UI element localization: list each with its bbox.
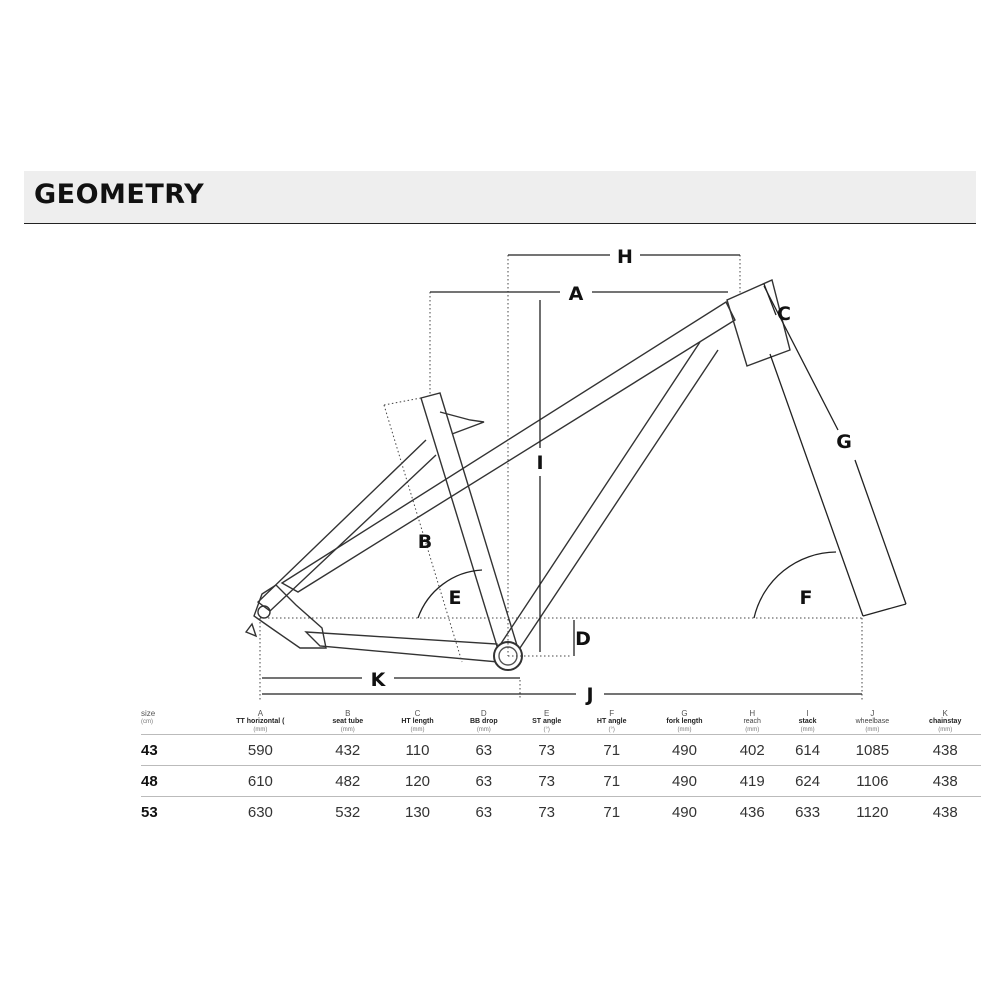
col-header-f: F HT angle (°) <box>596 709 627 733</box>
value-cell: 63 <box>453 797 514 828</box>
size-cell: 43 <box>141 735 207 766</box>
col-header-k: K chainstay (mm) <box>929 709 962 733</box>
down-tube <box>500 342 718 654</box>
seat-stay <box>258 440 436 611</box>
value-cell: 1120 <box>835 797 909 828</box>
value-cell: 633 <box>780 797 835 828</box>
col-header-i: I stack (mm) <box>798 709 817 733</box>
value-cell: 630 <box>207 797 314 828</box>
value-cell: 610 <box>207 766 314 797</box>
value-cell: 590 <box>207 735 314 766</box>
bike-frame <box>246 280 790 662</box>
label-h: H <box>617 246 633 268</box>
label-d: D <box>575 628 591 650</box>
col-header-a: A TT horizontal ( (mm) <box>236 709 285 733</box>
size-header: size (cm) <box>141 709 156 725</box>
label-j: J <box>586 684 594 706</box>
dropout-bolt <box>258 606 270 618</box>
reference-lines <box>260 255 862 700</box>
value-cell: 73 <box>514 797 579 828</box>
col-header-h: H reach (mm) <box>743 709 761 733</box>
col-header-g: G fork length (mm) <box>666 709 703 733</box>
table-row <box>141 797 981 828</box>
value-cell: 1106 <box>835 766 909 797</box>
value-cell: 482 <box>314 766 382 797</box>
value-cell: 1085 <box>835 735 909 766</box>
label-a: A <box>568 283 584 305</box>
value-cell: 73 <box>514 766 579 797</box>
label-e: E <box>448 587 462 609</box>
col-header-d: D BB drop (mm) <box>470 709 498 733</box>
value-cell: 71 <box>579 797 644 828</box>
col-header-e: E ST angle (°) <box>532 709 562 733</box>
value-cell: 71 <box>579 735 644 766</box>
value-cell: 402 <box>725 735 780 766</box>
value-cell: 63 <box>453 735 514 766</box>
table-row <box>141 735 981 766</box>
value-cell: 438 <box>909 735 981 766</box>
label-f: F <box>799 587 813 609</box>
col-header-b: B seat tube (mm) <box>332 709 364 733</box>
value-cell: 438 <box>909 797 981 828</box>
table-row <box>141 766 981 797</box>
value-cell: 130 <box>382 797 453 828</box>
value-cell: 436 <box>725 797 780 828</box>
page-title: GEOMETRY <box>34 179 205 210</box>
label-c: C <box>777 303 791 325</box>
col-header-j: J wheelbase (mm) <box>855 709 890 733</box>
size-cell: 48 <box>141 766 207 797</box>
value-cell: 532 <box>314 797 382 828</box>
value-cell: 490 <box>644 735 724 766</box>
derailleur-hanger <box>246 624 256 636</box>
value-cell: 490 <box>644 766 724 797</box>
label-g: G <box>836 431 852 453</box>
value-cell: 120 <box>382 766 453 797</box>
value-cell: 432 <box>314 735 382 766</box>
value-cell: 438 <box>909 766 981 797</box>
value-cell: 63 <box>453 766 514 797</box>
value-cell: 614 <box>780 735 835 766</box>
chain-stay <box>306 632 498 662</box>
value-cell: 624 <box>780 766 835 797</box>
geometry-table <box>141 710 981 827</box>
value-cell: 419 <box>725 766 780 797</box>
table-header-row <box>141 710 981 735</box>
label-i: I <box>536 452 544 474</box>
value-cell: 71 <box>579 766 644 797</box>
col-header-c: C HT length (mm) <box>401 709 434 733</box>
value-cell: 73 <box>514 735 579 766</box>
label-b: B <box>417 531 433 553</box>
size-cell: 53 <box>141 797 207 828</box>
value-cell: 490 <box>644 797 724 828</box>
label-k: K <box>370 669 386 691</box>
seat-tube <box>421 393 519 656</box>
dropout <box>254 585 326 648</box>
value-cell: 110 <box>382 735 453 766</box>
